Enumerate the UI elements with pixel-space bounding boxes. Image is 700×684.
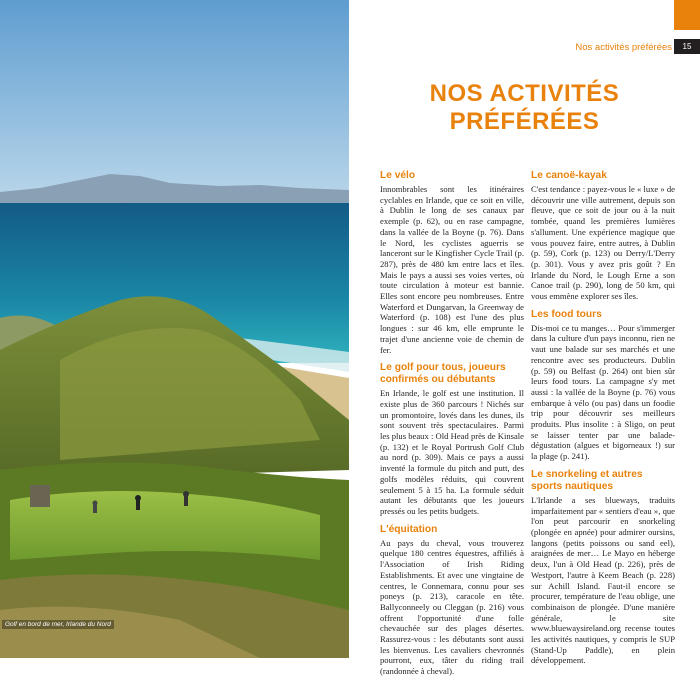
page-title <box>349 80 700 136</box>
heading-food: Les food tours <box>531 308 602 320</box>
column-right <box>531 170 675 673</box>
body-velo: Innombrables sont les itinéraires cyclables en Irlande, que ce soit en ville, à Dublin le long de ses canaux par exemple (p. 62), ou en rase campagne, dans la vallée de la Boyne (p. 76). Dans le Nord, les cyclistes aguerris se lanceront sur le Kingfisher Cycle Trail (p. 287), près de 480 km entre lacs et îles. Mais le pays a aussi ses voies vertes, où toute circulation à moteur est bannie. Elles sont encore peu nombreuses. Entre Waterford et Dungarvan, la Greenway de Waterford (p. 108) est l'une des plus longues : sur 46 km, elle emprunte le trajet d'une ancienne voie de chemin de fer. <box>380 184 524 355</box>
column-left <box>380 170 524 684</box>
title-line-2: PRÉFÉRÉES <box>449 108 600 135</box>
heading-snorkeling: Le snorkeling et autres sports nautiques <box>531 468 643 492</box>
golf-course-photo <box>0 0 349 658</box>
heading-velo: Le vélo <box>380 170 416 181</box>
title-line-1: NOS ACTIVITÉS <box>429 80 620 107</box>
body-equitation: Au pays du cheval, vous trouverez quelque 180 centres équestres, affiliés à l'Association of Irish Riding Establishments. Et avec une vingtaine de centres, le Connemara, connu pour ses poneys (p. 213), caracole en tête. Ballyconneely ou Cleggan (p. 216) vous offrent l'opportunité d'une folle chevauchée sur des plages désertes. Rassurez-vous : les débutants sont aussi les bienvenus. Les cavaliers chevronnés pourront, eux, tâter du riding trail (randonnée à cheval). <box>380 537 524 677</box>
article-page <box>349 0 700 677</box>
heading-canoe: Le canoë-kayak <box>531 170 607 181</box>
body-canoe: C'est tendance : payez-vous le « luxe » de découvrir une ville autrement, depuis son fleuve, que ce soit de jour ou à la nuit tombée, quand les premières lumières s'allument. Une expérience magique que vous pouvez faire, entre autres, à Dublin (p. 59), Cork (p. 123) ou Derry/L'Derry (p. 301). Vous y avez pris goût ? En Irlande du Nord, le Lough Erne a son Canoe trail (p. 290), long de 50 km, qui vous emmène explorer ses îles. <box>531 184 675 302</box>
photo-caption: Golf en bord de mer, Irlande du Nord <box>2 620 114 629</box>
body-food: Dis-moi ce tu manges… Pour s'immerger dans la culture d'un pays inconnu, rien ne vaut une balade sur ses marchés et une rencontre avec ses producteurs. Dublin (p. 59) ou Belfast (p. 264) ont bien sûr leurs food tours. La campagne s'y met aussi : la vallée de la Boyne (p. 76) vous embarque à vélo (ou pas) dans un foodie trip pour découvrir ses meilleurs produits. Plus insolite : à Sligo, on peut se laisser tenter par une balade-dégustation (algues et bigorneaux !) sur la plage (p. 241). <box>531 322 675 462</box>
heading-equitation: L'équitation <box>380 523 438 535</box>
body-golf: En Irlande, le golf est une institution. Il existe plus de 360 parcours ! Nichés sur un promontoire, lovés dans les dunes, ils sont souvent très spectaculaires. Parmi les plus beaux : Old Head près de Kinsale (p. 132) et le Royal Portrush Golf Club au nord (p. 309). Mais ce pays a aussi inventé la formule du pitch and putt, des golfs modèles réduits, qui couvrent seulement 5 à 15 ha. La formule séduit autant les débutants que les joueurs pressés ou les petits budgets. <box>380 388 524 516</box>
heading-golf: Le golf pour tous, joueurs confirmés ou débutants <box>380 362 506 386</box>
seaside-golf-illustration <box>0 0 349 658</box>
body-snorkeling: L'Irlande a ses blueways, traduits imparfaitement par « sentiers d'eau », que l'on peut parcourir en snorkeling (plongée en apnée) pour admirer oursins, langons (petits poissons ou sand eel), araignées de mer… Le Mayo en héberge deux, l'un à Old Head (p. 226), près de Westport, l'autre à Keem Beach (p. 228) sur Achill Island. Faut-il encore se procurer, température de l'eau oblige, une combinaison de plongée. D'une manière générale, le site www.bluewaysireland.org recense toutes les activités nautiques, y compris le SUP (Stand-Up Paddle), en plein développement. <box>531 494 675 666</box>
running-header: Nos activités préférées <box>575 42 672 53</box>
page-edge-tab <box>674 0 700 30</box>
page-number: 15 <box>674 39 700 54</box>
